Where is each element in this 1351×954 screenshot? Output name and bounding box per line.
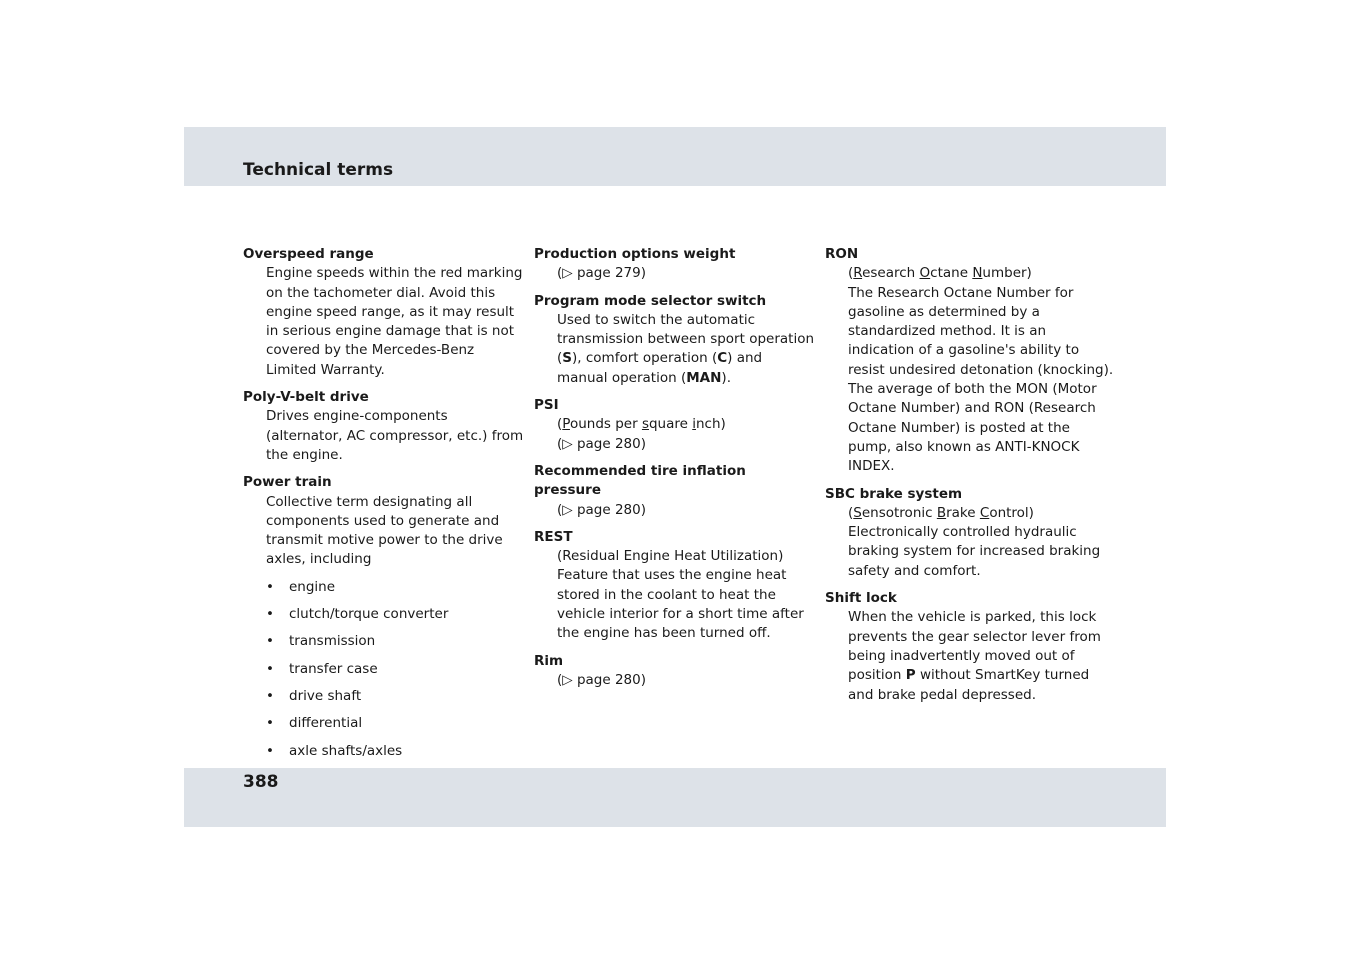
glossary-column-1: [243, 245, 525, 769]
term-title: Overspeed range: [243, 246, 374, 262]
text-segment: quare: [648, 416, 693, 433]
text-segment: umber): [982, 265, 1032, 282]
text-segment: (: [557, 416, 563, 433]
abbreviation-expansion: [557, 415, 816, 434]
entry-rest: [534, 528, 816, 644]
term-title: Rim: [534, 652, 564, 669]
list-item: • transfer case: [266, 660, 525, 679]
list-item: • engine: [266, 578, 525, 597]
page-reference: (▷ page 280): [557, 671, 646, 688]
text-segment: without SmartKey turned and brake pedal depressed.: [848, 667, 1090, 703]
entry-psi: [534, 396, 816, 454]
abbreviation-expansion: (Residual Engine Heat Utilization): [557, 548, 784, 565]
text-segment: ).: [721, 369, 731, 386]
section-title: Technical terms: [243, 160, 394, 180]
term-definition: [534, 415, 816, 454]
text-segment: (: [848, 265, 854, 282]
term-title: Recommended tire inflation pressure: [534, 462, 746, 499]
page-number: 388: [243, 772, 279, 792]
term-title: Program mode selector switch: [534, 292, 767, 309]
term-title: Poly-V-belt drive: [243, 389, 369, 406]
page-reference: (▷ page 279): [557, 265, 646, 282]
page-reference: (▷ page 280): [557, 435, 646, 452]
definition-text: [557, 311, 816, 388]
entry-recommended-tire-inflation-pressure: [534, 462, 816, 520]
underlined-letter: N: [972, 265, 983, 282]
term-definition: [825, 264, 1115, 476]
entry-production-options-weight: [534, 245, 816, 284]
mode-sport-symbol: S: [562, 350, 573, 367]
list-item: • transmission: [266, 632, 525, 651]
term-title: SBC brake system: [825, 485, 963, 502]
term-definition: [534, 671, 816, 690]
page-reference: (▷ page 280): [557, 501, 646, 518]
footer-band: [184, 768, 1166, 827]
term-definition: [534, 501, 816, 520]
text-segment: ensotronic: [861, 504, 937, 521]
definition-text: Electronically controlled hydraulic braking system for increased braking safety and comfort.: [848, 524, 1101, 579]
text-segment: Used to switch the automatic transmission between sport operation (: [557, 311, 815, 367]
term-definition: [243, 407, 525, 465]
glossary-column-2: [534, 245, 816, 698]
text-segment: ctane: [930, 265, 973, 282]
text-segment: ), comfort operation (: [572, 350, 718, 367]
entry-shift-lock: [825, 589, 1115, 705]
term-definition: [243, 493, 525, 570]
definition-text: Feature that uses the engine heat stored in the coolant to heat the vehicle interior for a short time after the engine has been turned off.: [557, 567, 804, 642]
mode-comfort-symbol: C: [717, 350, 728, 367]
entry-power-train: [243, 473, 525, 761]
text-segment: rake: [946, 504, 980, 521]
term-definition: [534, 547, 816, 643]
definition-text: Collective term designating all components used to generate and transmit motive power to the drive axles, including: [266, 493, 503, 568]
mode-manual-symbol: MAN: [686, 369, 722, 386]
term-title: RON: [825, 246, 859, 262]
text-segment: ) and manual operation (: [557, 350, 763, 386]
glossary-column-3: [825, 245, 1115, 713]
component-list: [243, 578, 525, 761]
term-title: PSI: [534, 397, 559, 414]
term-definition: [534, 264, 816, 283]
term-title: REST: [534, 528, 573, 545]
term-title: Power train: [243, 474, 332, 491]
text-segment: ounds per: [569, 416, 642, 433]
abbreviation-expansion: [848, 264, 1115, 283]
list-item: • axle shafts/axles: [266, 742, 525, 761]
underlined-letter: P: [562, 416, 570, 433]
term-definition: [825, 504, 1115, 581]
abbreviation-expansion: [848, 504, 1115, 523]
definition-text: Drives engine-components (alternator, AC compressor, etc.) from the engine.: [266, 408, 524, 463]
underlined-letter: s: [641, 416, 649, 433]
definition-text: Engine speeds within the red marking on the tachometer dial. Avoid this engine speed range, as it may result in serious engine damage that is not covered by the Mercedes-Benz Limited Warranty.: [266, 265, 523, 378]
list-item: • drive shaft: [266, 687, 525, 706]
underlined-letter: O: [919, 265, 931, 282]
term-title: Production options weight: [534, 246, 736, 262]
text-segment: (: [848, 504, 854, 521]
entry-overspeed-range: [243, 245, 525, 380]
entry-rim: [534, 652, 816, 691]
underlined-letter: R: [853, 265, 863, 282]
term-definition: [825, 608, 1115, 704]
text-segment: esearch: [862, 265, 920, 282]
entry-sbc-brake-system: [825, 485, 1115, 581]
text-segment: nch): [696, 416, 726, 433]
term-definition: [534, 311, 816, 388]
entry-poly-v-belt-drive: [243, 388, 525, 465]
text-segment: ontrol): [989, 504, 1034, 521]
list-item: • clutch/torque converter: [266, 605, 525, 624]
underlined-letter: S: [853, 504, 862, 521]
list-item: • differential: [266, 714, 525, 733]
underlined-letter: B: [936, 504, 947, 521]
underlined-letter: C: [979, 504, 990, 521]
definition-text: [848, 608, 1115, 704]
definition-text: The Research Octane Number for gasoline as determined by a standardized method. It is an indication of a gasoline's ability to resist undesired detonation (knocking). The average of both the MON (Motor Octane Number) and RON (Research Octane Number) is posted at the pump, also known as ANTI-KNOCK INDEX.: [848, 284, 1114, 475]
text-segment: When the vehicle is parked, this lock prevents the gear selector lever from being inadvertently moved out of position: [848, 609, 1101, 684]
underlined-letter: i: [692, 416, 696, 433]
entry-program-mode-selector-switch: [534, 292, 816, 388]
entry-ron: [825, 245, 1115, 477]
park-position-symbol: P: [905, 667, 916, 684]
term-definition: [243, 264, 525, 380]
term-title: Shift lock: [825, 590, 897, 607]
